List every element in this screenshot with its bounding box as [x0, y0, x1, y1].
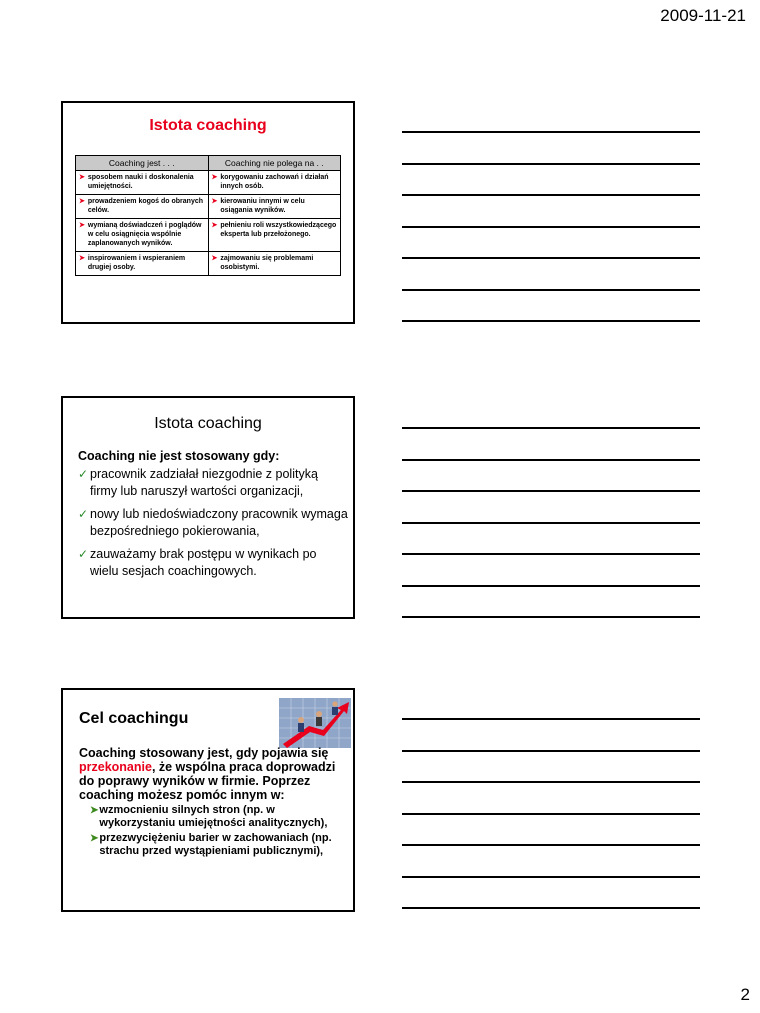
- table-row: [76, 195, 341, 219]
- column-header: Coaching jest . . .: [76, 156, 209, 171]
- list-item-text: wzmocnieniu silnych stron (np. w wykorzystaniu umiejętności analitycznych),: [99, 804, 328, 829]
- arrow-bullet-icon: ➤: [79, 174, 85, 181]
- arrow-bullet-icon: ➤: [211, 174, 218, 181]
- table-cell: kierowaniu innymi w celu osiągania wyników.: [220, 198, 305, 214]
- table-cell: wymianą doświadczeń i poglądów w celu osiągnięcia wspólnie zaplanowanych wyników.: [87, 222, 202, 247]
- list-item: [90, 832, 344, 858]
- notes-lines: [402, 718, 700, 939]
- list-item: [78, 466, 348, 500]
- list-item-text: nowy lub niedoświadczony pracownik wymaga bezpośredniego pokierowania,: [90, 507, 348, 538]
- table-row: [76, 219, 341, 252]
- arrow-bullet-icon: ➤: [211, 255, 218, 262]
- highlighted-word: przekonanie: [79, 760, 152, 774]
- table-cell: inspirowaniem i wspieraniem drugiej osoby.: [87, 255, 186, 271]
- notes-lines: [402, 427, 700, 648]
- page-date: 2009-11-21: [660, 6, 746, 25]
- table-row: [76, 171, 341, 195]
- slide-title: Istota coaching: [154, 415, 262, 432]
- slide-istota-coaching-table: [61, 101, 355, 324]
- list-item-text: zauważamy brak postępu w wynikach po wielu sesjach coachingowych.: [90, 547, 317, 578]
- arrow-bullet-icon: ➤: [79, 222, 85, 229]
- list-item: [78, 506, 348, 540]
- arrow-bullet-icon: ➤: [211, 222, 218, 229]
- notes-lines: [402, 131, 700, 352]
- arrow-bullet-icon: ➤: [211, 198, 218, 205]
- arrow-bullet-icon: ➤: [79, 255, 85, 262]
- table-cell: pełnieniu roli wszystkowiedzącego eksperta lub przełożonego.: [220, 222, 337, 238]
- table-cell: sposobem nauki i doskonalenia umiejętności.: [87, 174, 194, 190]
- list-item: [78, 546, 348, 580]
- slide-istota-coaching-list: [61, 396, 355, 619]
- table-cell: korygowaniu zachowań i działań innych osób.: [220, 174, 329, 190]
- slide-title: Istota coaching: [149, 117, 267, 134]
- arrow-bullet-icon: ➤: [90, 833, 99, 844]
- page-number: 2: [740, 985, 750, 1004]
- list-item-text: przezwyciężeniu barier w zachowaniach (np. strachu przed wystąpieniami publicznymi),: [99, 832, 332, 857]
- arrow-bullet-icon: ➤: [79, 198, 85, 205]
- check-icon: ✓: [78, 467, 89, 481]
- check-icon: ✓: [78, 547, 89, 561]
- slide-cel-coachingu: [61, 688, 355, 912]
- list-item: [90, 804, 344, 830]
- table-cell: zajmowaniu się problemami osobistymi.: [220, 255, 314, 271]
- growth-chart-illustration: [279, 698, 351, 748]
- comparison-table: [75, 155, 341, 276]
- table-row: [76, 252, 341, 276]
- table-cell: prowadzeniem kogoś do obranych celów.: [87, 198, 204, 214]
- slide-title: Cel coachingu: [79, 710, 189, 727]
- slide-heading: Coaching nie jest stosowany gdy:: [78, 449, 280, 463]
- list-item-text: pracownik zadziałał niezgodnie z polityką firmy lub naruszył wartości organizacji,: [90, 467, 318, 498]
- check-icon: ✓: [78, 507, 89, 521]
- arrow-bullet-icon: ➤: [90, 805, 99, 816]
- column-header: Coaching nie polega na . .: [208, 156, 341, 171]
- intro-paragraph: Coaching stosowany jest, gdy pojawia się przekonanie, że wspólna praca doprowadzi do poprawy wyników w firmie. Poprzez coaching możesz pomóc innym w:: [79, 746, 336, 802]
